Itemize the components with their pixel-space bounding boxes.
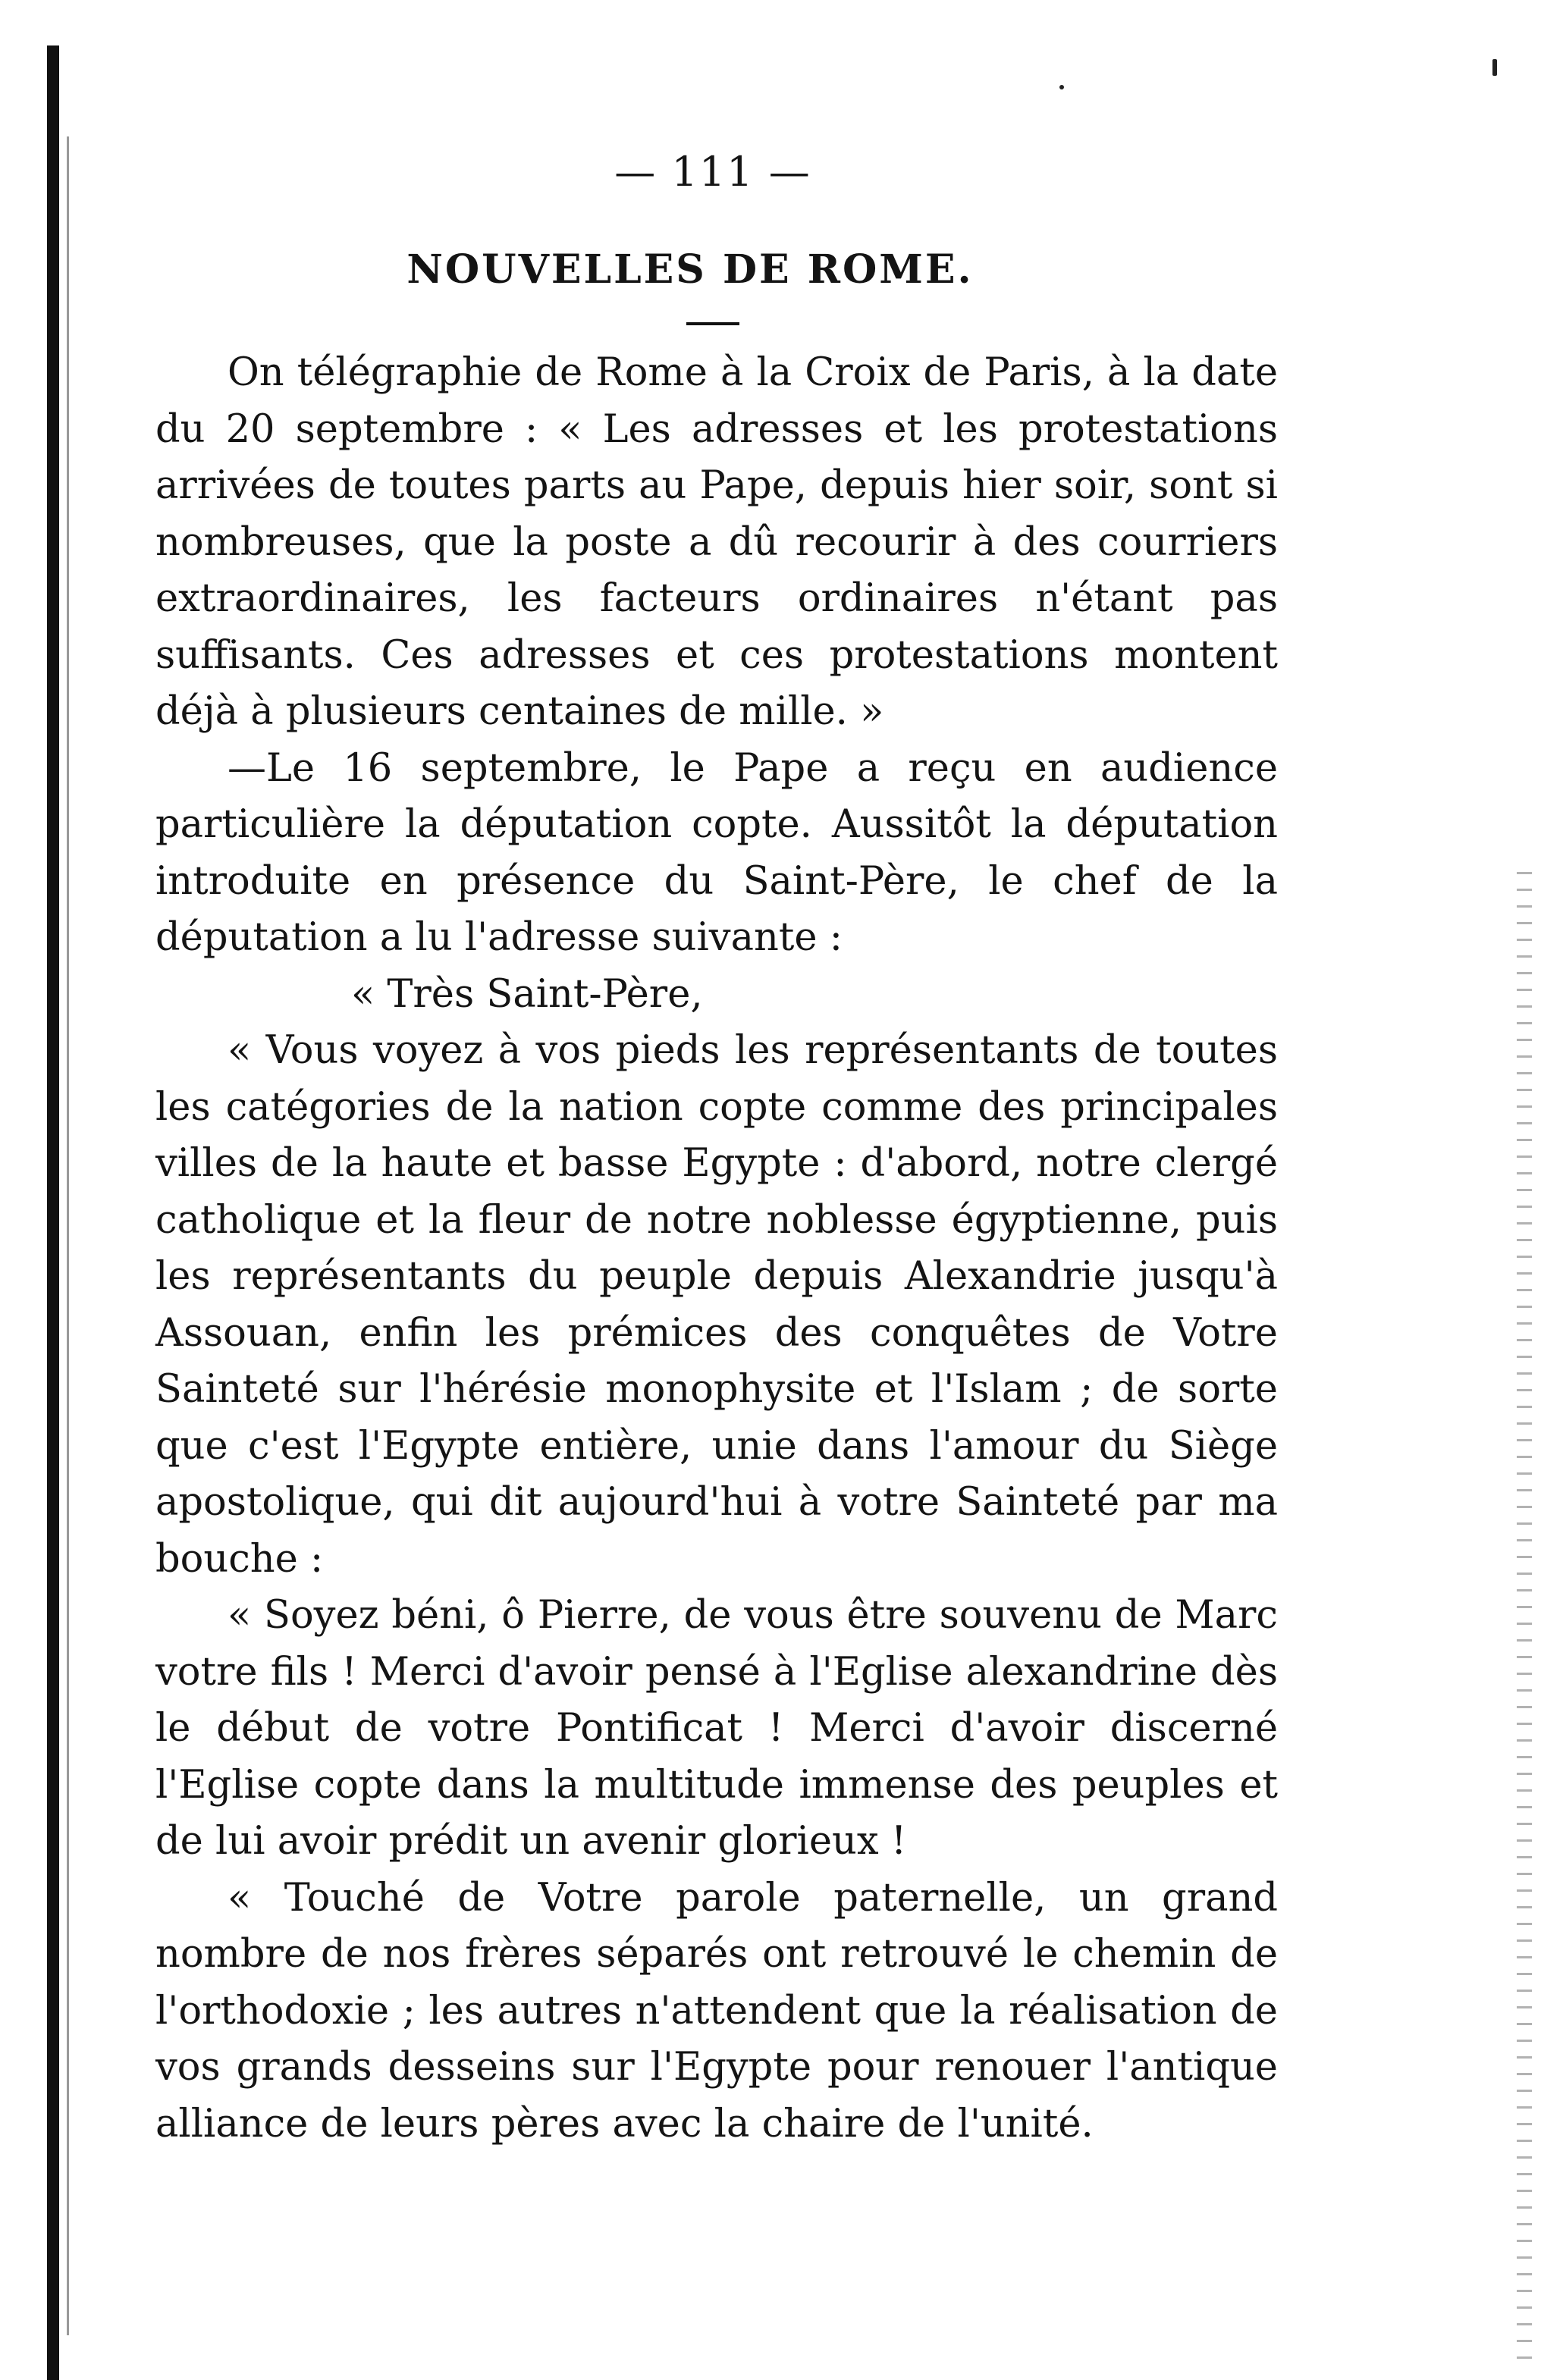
page-number: — 111 — xyxy=(614,148,811,196)
paragraph-address-2: « Soyez béni, ô Pierre, de vous être souvenu de Marc votre fils ! Merci d'avoir pensé à l'Eglise alexandrine dès le début de votre Pontificat ! Merci d'avoir discerné l'Eglise copte dans la multitude immense des peuples et de lui avoir prédit un avenir glorieux ! xyxy=(155,1593,1278,1864)
section-title: NOUVELLES DE ROME. xyxy=(406,246,974,293)
scan-noise-right-margin xyxy=(1517,872,1532,2373)
page-binding-edge xyxy=(47,45,59,2380)
paragraph-address-3: « Touché de Votre parole paternelle, un grand nombre de nos frères séparés ont retrouvé le chemin de l'orthodoxie ; les autres n'attendent que la réalisation de vos grands desseins sur l'Egypte pour renouer l'antique alliance de leurs pères avec la chaire de l'unité. xyxy=(155,1875,1278,2146)
title-rule xyxy=(686,322,739,325)
scan-speck xyxy=(1059,85,1064,89)
scan-speck xyxy=(1492,59,1497,76)
paragraph-salutation: « Très Saint-Père, xyxy=(351,971,703,1017)
paragraph-audience: —Le 16 septembre, le Pape a reçu en audience particulière la députation copte. Aussitôt la députation introduite en présence du Saint-Père, le chef de la députation a lu l'adresse suivante : xyxy=(155,745,1278,960)
body-text xyxy=(155,345,1278,2153)
paragraph-telegram: On télégraphie de Rome à la Croix de Paris, à la date du 20 septembre : « Les adresses et les protestations arrivées de toutes parts au Pape, depuis hier soir, sont si nombreuses, que la poste a dû recourir à des courriers extraordinaires, les facteurs ordinaires n'étant pas suffisants. Ces adresses et ces protestations montent déjà à plusieurs centaines de mille. » xyxy=(155,350,1278,734)
paragraph-address-1: « Vous voyez à vos pieds les représentants de toutes les catégories de la nation copte comme des principales villes de la haute et basse Egypte : d'abord, notre clergé catholique et la fleur de notre noblesse égyptienne, puis les représentants du peuple depuis Alexandrie jusqu'à Assouan, enfin les prémices des conquêtes de Votre Sainteté sur l'hérésie monophysite et l'Islam ; de sorte que c'est l'Egypte entière, unie dans l'amour du Siège apostolique, qui dit aujourd'hui à votre Sainteté par ma bouche : xyxy=(155,1028,1278,1582)
page-binding-shadow xyxy=(67,136,69,2335)
